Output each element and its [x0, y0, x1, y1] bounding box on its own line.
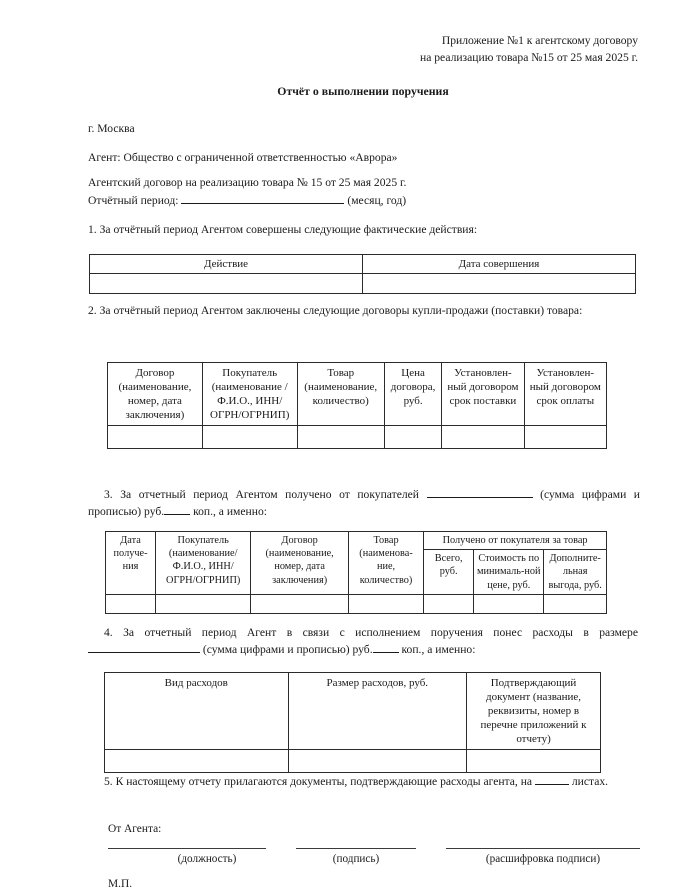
section-3-kopecks-blank[interactable]	[164, 503, 190, 515]
cell-received-buyer[interactable]	[156, 594, 251, 613]
cell-min-price-cost[interactable]	[474, 594, 544, 613]
cell-receipt-date[interactable]	[106, 594, 156, 613]
stamp-placeholder: М.П.	[108, 878, 133, 890]
column-header-buyer: Покупатель (наименование /Ф.И.О., ИНН/ОГРН/ОГРНИП)	[202, 363, 297, 426]
table-row	[106, 594, 607, 613]
signature-sign-column	[296, 848, 416, 867]
cell-buyer[interactable]	[202, 426, 297, 449]
column-header-expense-type: Вид расходов	[105, 673, 289, 750]
column-header-min-price-cost: Стоимость по минималь-ной цене, руб.	[474, 550, 544, 595]
contract-reference-line: Агентский договор на реализацию товара № 15 от 25 мая 2025 г.	[88, 176, 407, 189]
header-line-2: на реализацию товара №15 от 25 мая 2025 г.	[419, 50, 638, 64]
column-header-action-date: Дата совершения	[363, 255, 636, 274]
cell-received-goods[interactable]	[348, 594, 423, 613]
column-header-total: Всего, руб.	[424, 550, 474, 595]
cell-action[interactable]	[90, 274, 363, 294]
reporting-period-label: Отчётный период:	[88, 194, 179, 208]
page-title: Отчёт о выполнении поручения	[277, 84, 449, 98]
column-header-action: Действие	[90, 255, 363, 274]
cell-received-contract[interactable]	[251, 594, 349, 613]
column-header-expense-amount: Размер расходов, руб.	[288, 673, 467, 750]
section-4-part-3: коп., а именно:	[401, 643, 476, 656]
signature-from-label: От Агента:	[108, 823, 162, 835]
signature-row	[88, 848, 640, 880]
signature-position-column	[108, 848, 266, 867]
cell-additional-benefit[interactable]	[544, 594, 607, 613]
signature-name-column	[446, 848, 640, 867]
section-5-sheets-blank[interactable]	[535, 773, 569, 785]
document-header	[300, 33, 638, 67]
section-3-part-2: (сумма цифрами и прописью) руб.	[88, 488, 641, 519]
column-header-payment-term: Установлен-ный договором срок оплаты	[524, 363, 606, 426]
column-header-supporting-document: Подтверждающий документ (название, реквизиты, номер в перечне приложений к отчету)	[467, 673, 601, 750]
table-expenses	[104, 672, 601, 773]
section-5-part-2: листах.	[571, 775, 609, 789]
column-header-contract: Договор (наименование, номер, дата заключения)	[108, 363, 203, 426]
column-header-received-goods: Товар (наименова-ние, количество)	[348, 532, 423, 595]
column-header-delivery-term: Установлен-ный договором срок поставки	[442, 363, 524, 426]
table-row	[108, 426, 607, 449]
table-row	[90, 274, 636, 294]
cell-contract-price[interactable]	[384, 426, 441, 449]
header-line-1: Приложение №1 к агентскому договору	[441, 34, 638, 47]
section-4-part-2: (сумма цифрами и прописью) руб.	[202, 643, 373, 656]
section-4-part-1: 4. За отчетный период Агент в связи с исполнением поручения понес расходы в размере	[104, 626, 638, 639]
column-header-receipt-date: Дата получе-ния	[106, 532, 156, 595]
section-3-text	[88, 486, 640, 520]
column-group-header-received-from-buyer: Получено от покупателя за товар	[424, 532, 607, 550]
column-header-additional-benefit: Дополните-льная выгода, руб.	[544, 550, 607, 595]
table-row	[90, 255, 636, 274]
section-4-kopecks-blank[interactable]	[373, 641, 399, 653]
section-3-amount-blank[interactable]	[427, 486, 533, 498]
cell-total[interactable]	[424, 594, 474, 613]
table-received	[105, 531, 607, 614]
reporting-period-line	[88, 192, 406, 209]
column-header-received-buyer: Покупатель (наименование/Ф.И.О., ИНН/ОГРН/ОГРНИП)	[156, 532, 251, 595]
section-2-text: 2. За отчётный период Агентом заключены следующие договоры купли-продажи (поставки) товара:	[88, 304, 583, 317]
table-row	[108, 363, 607, 426]
column-header-received-contract: Договор (наименование, номер, дата заключения)	[251, 532, 349, 595]
section-5-part-1: 5. К настоящему отчету прилагаются документы, подтверждающие расходы агента, на	[104, 775, 533, 789]
section-5-text	[88, 773, 638, 790]
reporting-period-hint: (месяц, год)	[347, 194, 407, 208]
cell-expense-type[interactable]	[105, 750, 289, 773]
cell-goods[interactable]	[297, 426, 384, 449]
table-contracts	[107, 362, 607, 449]
section-4-text	[88, 625, 638, 658]
section-4-amount-blank[interactable]	[88, 641, 200, 653]
table-row	[106, 532, 607, 550]
agent-line: Агент: Общество с ограниченной ответственностью «Аврора»	[88, 151, 398, 164]
table-row	[105, 673, 601, 750]
section-1-text: 1. За отчётный период Агентом совершены следующие фактические действия:	[88, 223, 478, 236]
cell-expense-amount[interactable]	[288, 750, 467, 773]
signature-name-caption: (расшифровка подписи)	[485, 853, 601, 865]
reporting-period-blank[interactable]	[181, 192, 344, 204]
section-3-part-1: 3. За отчетный период Агентом получено от покупателей	[104, 488, 419, 502]
city-line: г. Москва	[88, 122, 135, 135]
column-header-contract-price: Цена договора, руб.	[384, 363, 441, 426]
signature-sign-caption: (подпись)	[332, 853, 380, 865]
table-row	[105, 750, 601, 773]
column-header-goods: Товар (наименование, количество)	[297, 363, 384, 426]
cell-contract[interactable]	[108, 426, 203, 449]
cell-supporting-document[interactable]	[467, 750, 601, 773]
section-3-part-3: коп., а именно:	[193, 505, 267, 519]
cell-delivery-term[interactable]	[442, 426, 524, 449]
cell-action-date[interactable]	[363, 274, 636, 294]
cell-payment-term[interactable]	[524, 426, 606, 449]
table-actions	[89, 254, 636, 294]
signature-position-caption: (должность)	[177, 853, 237, 865]
